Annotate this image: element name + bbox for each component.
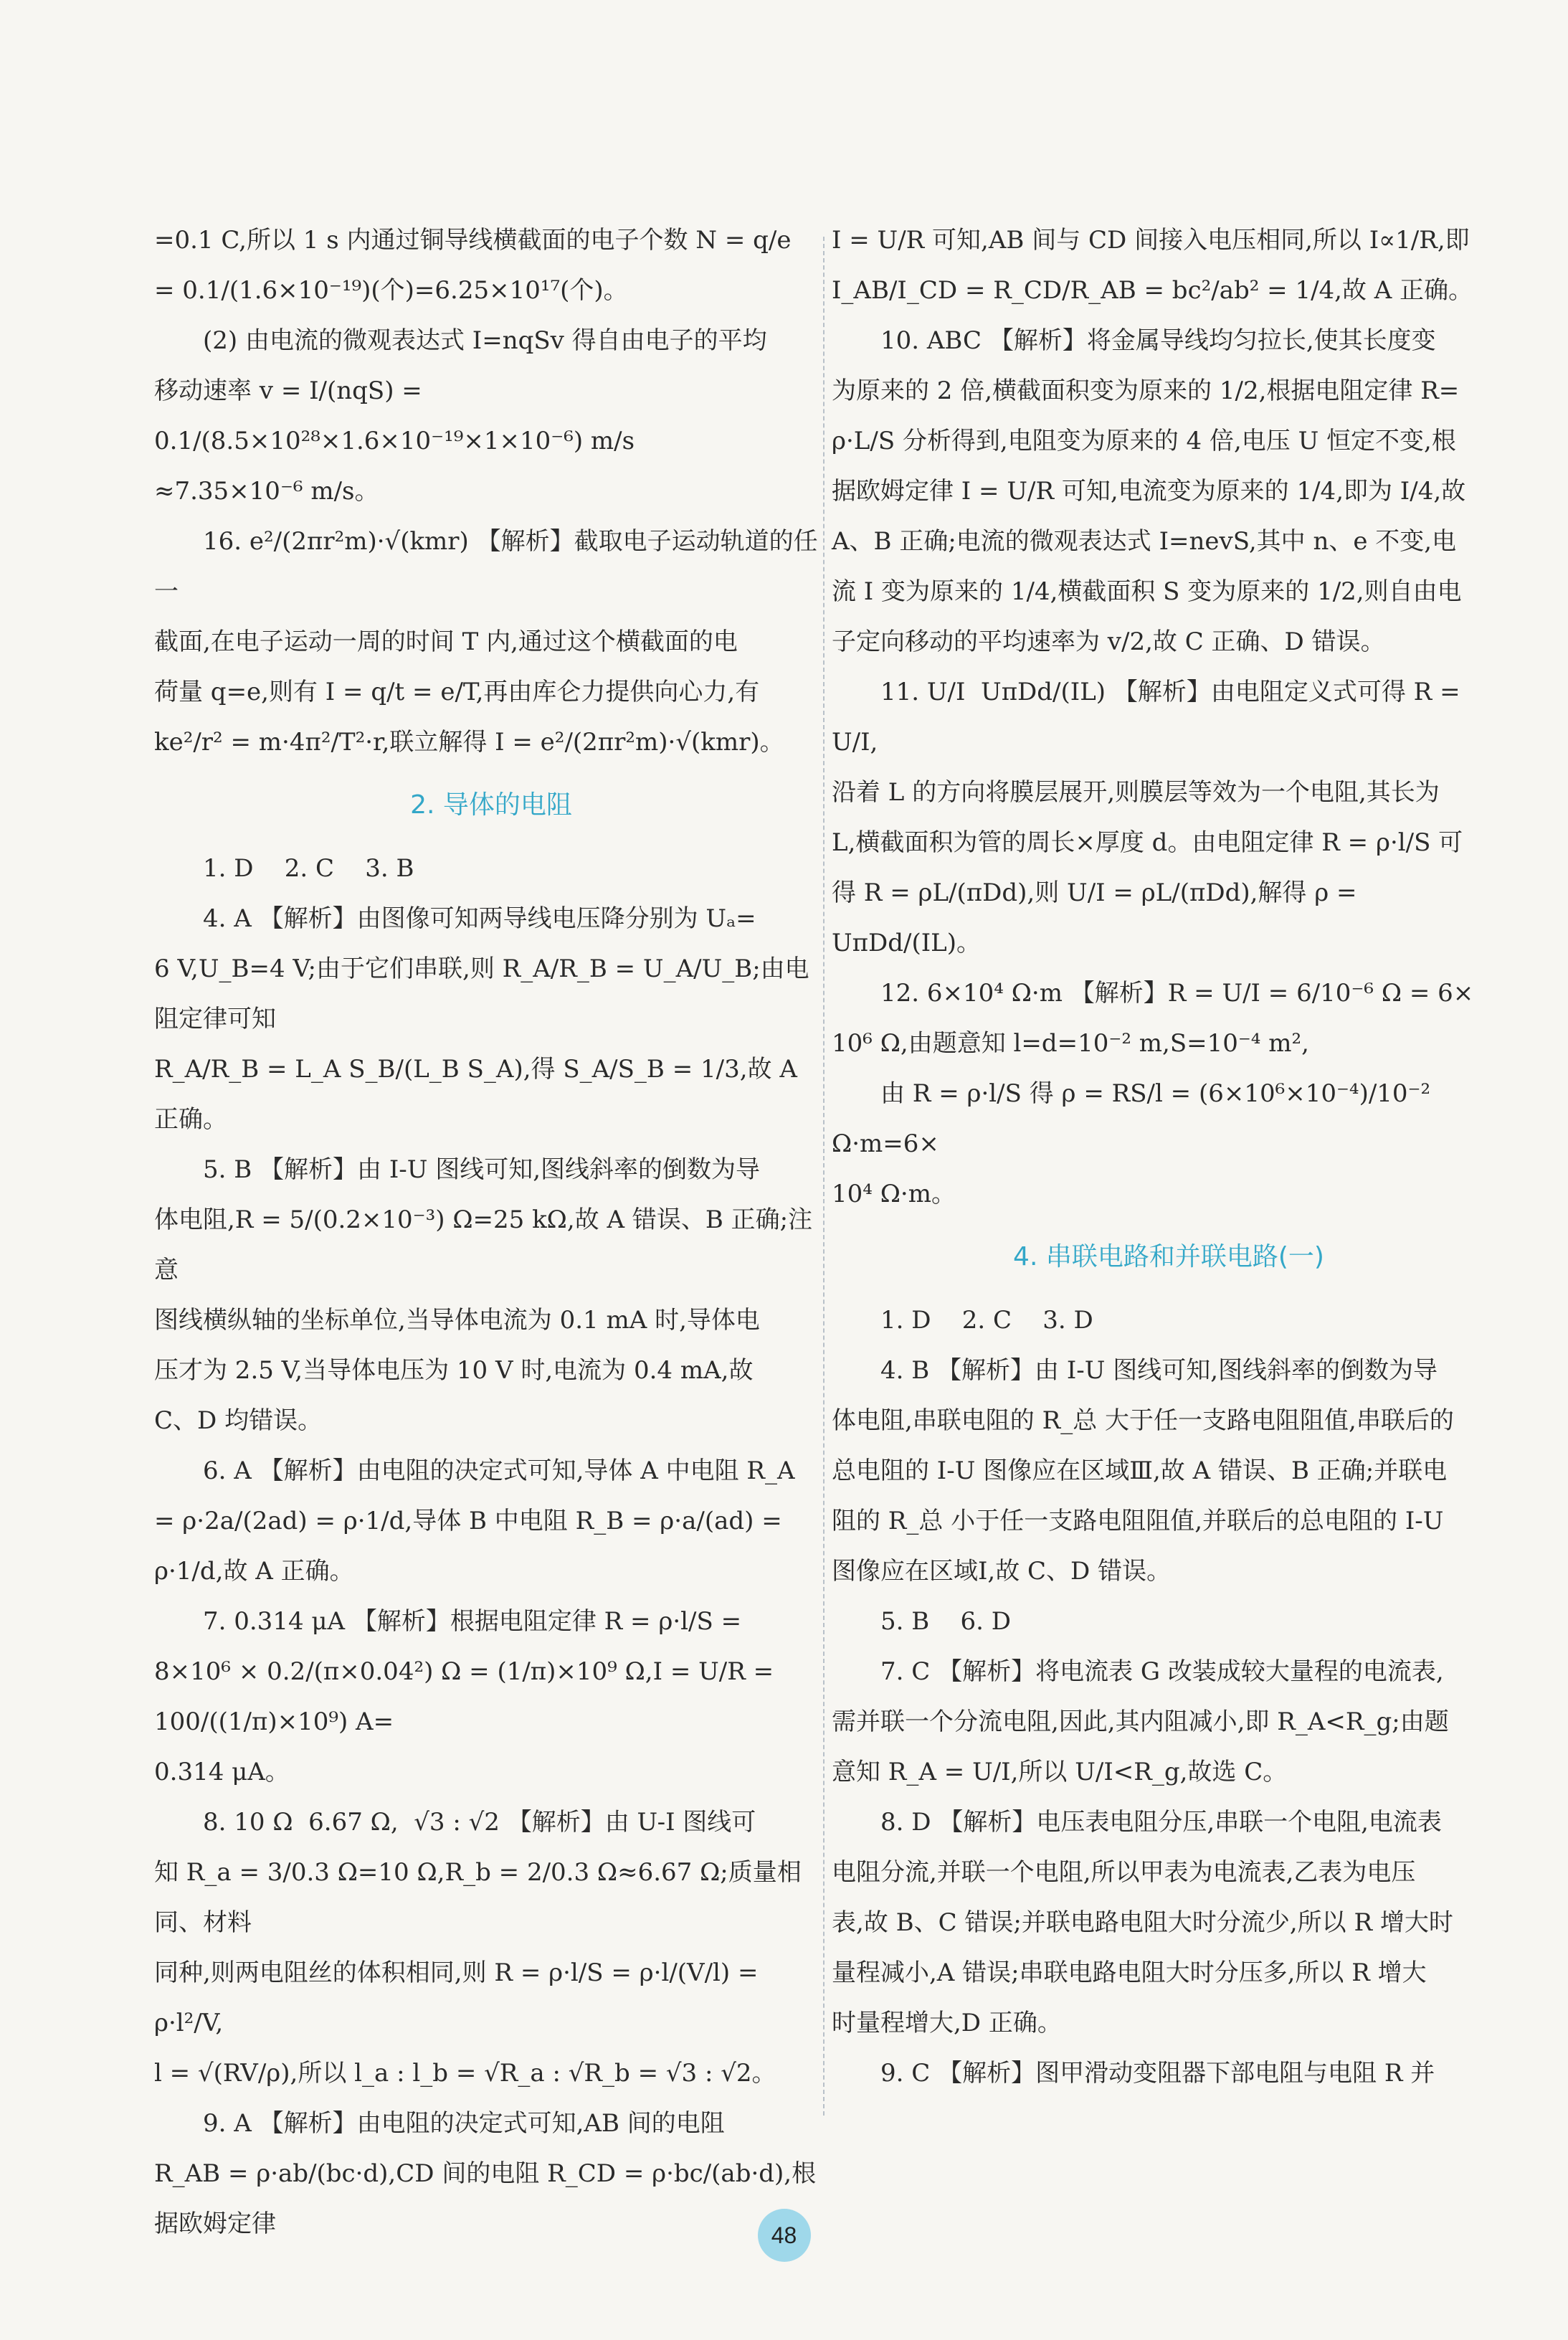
text-line: 体电阻,串联电阻的 R_总 大于任一支路电阻阻值,串联后的 (832, 1406, 1454, 1435)
text-line: I = U/R 可知,AB 间与 CD 间接入电压相同,所以 I∝1/R,即 (832, 226, 1470, 255)
text-line: 9. C 【解析】图甲滑动变阻器下部电阻与电阻 R 并 (880, 2059, 1435, 2088)
text-line: 6 V,U_B=4 V;由于它们串联,则 R_A/R_B = U_A/U_B;由电阻定律可知 (154, 955, 809, 1033)
text-line: ke²/r² = m·4π²/T²·r,联立解得 I = e²/(2πr²m)·√(kmr)。 (154, 728, 784, 757)
text-line: 电阻分流,并联一个电阻,所以甲表为电流表,乙表为电压 (832, 1858, 1416, 1887)
text-line: 8. 10 Ω 6.67 Ω, √3 : √2 【解析】由 U-I 图线可 (203, 1808, 756, 1837)
text-line: 4. A 【解析】由图像可知两导线电压降分别为 Uₐ= (203, 904, 756, 933)
section-heading: 4. 串联电路和并联电路(一) (1013, 1242, 1324, 1271)
text-line: 7. 0.314 μA 【解析】根据电阻定律 R = ρ·l/S = (203, 1607, 742, 1636)
text-line: 阻的 R_总 小于任一支路电阻阻值,并联后的总电阻的 I-U (832, 1507, 1444, 1535)
text-line: C、D 均错误。 (154, 1406, 323, 1435)
text-line: (2) 由电流的微观表达式 I=nqSv 得自由电子的平均 (203, 326, 767, 355)
text-line: R_A/R_B = L_A S_B/(L_B S_A),得 S_A/S_B = 1/3,故 A 正确。 (154, 1055, 805, 1134)
text-line: 10⁶ Ω,由题意知 l=d=10⁻² m,S=10⁻⁴ m², (832, 1029, 1309, 1058)
text-line: 据欧姆定律 I = U/R 可知,电流变为原来的 1/4,即为 I/4,故 (832, 477, 1466, 506)
text-line: 11. U/I UπDd/(IL) 【解析】由电阻定义式可得 R = U/I, (832, 678, 1468, 757)
text-line: 5. B 【解析】由 I-U 图线可知,图线斜率的倒数为导 (203, 1155, 761, 1184)
text-line: 量程减小,A 错误;串联电路电阻大时分压多,所以 R 增大 (832, 1958, 1427, 1987)
text-line: 7. C 【解析】将电流表 G 改装成较大量程的电流表, (880, 1657, 1444, 1686)
page-number: 48 (758, 2209, 811, 2262)
text-line: =0.1 C,所以 1 s 内通过铜导线横截面的电子个数 N = q/e (154, 226, 792, 255)
text-line: 时量程增大,D 正确。 (832, 2009, 1062, 2037)
text-line: 1. D 2. C 3. B (203, 854, 414, 883)
text-line: 由 R = ρ·l/S 得 ρ = RS/l = (6×10⁶×10⁻⁴)/10⁻² Ω·m=6× (832, 1079, 1438, 1158)
text-line: 知 R_a = 3/0.3 Ω=10 Ω,R_b = 2/0.3 Ω≈6.67 Ω;质量相同、材料 (154, 1858, 802, 1937)
text-line: 图像应在区域Ⅰ,故 C、D 错误。 (832, 1557, 1172, 1586)
text-line: R_AB = ρ·ab/(bc·d),CD 间的电阻 R_CD = ρ·bc/(ab·d),根据欧姆定律 (154, 2159, 817, 2238)
section-heading: 2. 导体的电阻 (410, 790, 572, 820)
text-line: 同种,则两电阻丝的体积相同,则 R = ρ·l/S = ρ·l/(V/l) = ρ·l²/V, (154, 1958, 766, 2037)
text-line: 总电阻的 I-U 图像应在区域Ⅲ,故 A 错误、B 正确;并联电 (832, 1456, 1448, 1485)
right-column (832, 215, 1506, 2098)
text-line: 流 I 变为原来的 1/4,横截面积 S 变为原来的 1/2,则自由电 (832, 577, 1462, 606)
text-line: 沿着 L 的方向将膜层展开,则膜层等效为一个电阻,其长为 (832, 778, 1440, 807)
text-line: I_AB/I_CD = R_CD/R_AB = bc²/ab² = 1/4,故 A 正确。 (832, 276, 1473, 305)
text-line: 子定向移动的平均速率为 v/2,故 C 正确、D 错误。 (832, 627, 1385, 656)
text-line: 截面,在电子运动一周的时间 T 内,通过这个横截面的电 (154, 627, 738, 656)
text-line: 图线横纵轴的坐标单位,当导体电流为 0.1 mA 时,导体电 (154, 1306, 760, 1335)
text-line: 5. B 6. D (880, 1607, 1011, 1636)
text-line: 压才为 2.5 V,当导体电压为 10 V 时,电流为 0.4 mA,故 (154, 1356, 754, 1385)
text-line: 12. 6×10⁴ Ω·m 【解析】R = U/I = 6/10⁻⁶ Ω = 6× (880, 979, 1474, 1008)
text-line: = ρ·2a/(2ad) = ρ·1/d,导体 B 中电阻 R_B = ρ·a/(ad) = ρ·1/d,故 A 正确。 (154, 1507, 790, 1586)
text-line: 0.314 μA。 (154, 1758, 290, 1786)
text-line: l = √(RV/ρ),所以 l_a : l_b = √R_a : √R_b = √3 : √2。 (154, 2059, 776, 2088)
text-line: 需并联一个分流电阻,因此,其内阻减小,即 R_A<R_g;由题 (832, 1707, 1449, 1736)
column-divider (823, 237, 825, 2116)
text-line: 表,故 B、C 错误;并联电路电阻大时分流少,所以 R 增大时 (832, 1908, 1453, 1937)
text-line: 1. D 2. C 3. D (880, 1306, 1093, 1335)
text-line: 10. ABC 【解析】将金属导线均匀拉长,使其长度变 (880, 326, 1436, 355)
text-line: 8×10⁶ × 0.2/(π×0.04²) Ω = (1/π)×10⁹ Ω,I = U/R = 100/((1/π)×10⁹) A= (154, 1657, 781, 1736)
text-line: 得 R = ρL/(πDd),则 U/I = ρL/(πDd),解得 ρ = UπDd/(IL)。 (832, 878, 1365, 957)
text-line: 6. A 【解析】由电阻的决定式可知,导体 A 中电阻 R_A (203, 1456, 795, 1485)
text-line: L,横截面积为管的周长×厚度 d。由电阻定律 R = ρ·l/S 可 (832, 828, 1463, 857)
text-line: 意知 R_A = U/I,所以 U/I<R_g,故选 C。 (832, 1758, 1288, 1786)
text-line: 体电阻,R = 5/(0.2×10⁻³) Ω=25 kΩ,故 A 错误、B 正确;注意 (154, 1205, 813, 1284)
text-line: = 0.1/(1.6×10⁻¹⁹)(个)=6.25×10¹⁷(个)。 (154, 276, 628, 305)
text-line: 为原来的 2 倍,横截面积变为原来的 1/2,根据电阻定律 R= (832, 376, 1460, 405)
text-line: A、B 正确;电流的微观表达式 I=nevS,其中 n、e 不变,电 (832, 527, 1457, 556)
text-line: ρ·L/S 分析得到,电阻变为原来的 4 倍,电压 U 恒定不变,根 (832, 427, 1456, 455)
text-line: 4. B 【解析】由 I-U 图线可知,图线斜率的倒数为导 (880, 1356, 1438, 1385)
text-line: 10⁴ Ω·m。 (832, 1180, 956, 1208)
text-line: 9. A 【解析】由电阻的决定式可知,AB 间的电阻 (203, 2109, 725, 2138)
text-line: ≈7.35×10⁻⁶ m/s。 (154, 477, 379, 506)
text-line: 16. e²/(2πr²m)·√(kmr) 【解析】截取电子运动轨道的任一 (154, 527, 818, 606)
left-column (154, 215, 828, 2249)
text-line: 移动速率 v = I/(nqS) = 0.1/(8.5×10²⁸×1.6×10⁻¹⁹×1×10⁻⁶) m/s (154, 376, 635, 455)
text-line: 8. D 【解析】电压表电阻分压,串联一个电阻,电流表 (880, 1808, 1442, 1837)
text-line: 荷量 q=e,则有 I = q/t = e/T,再由库仑力提供向心力,有 (154, 678, 760, 706)
